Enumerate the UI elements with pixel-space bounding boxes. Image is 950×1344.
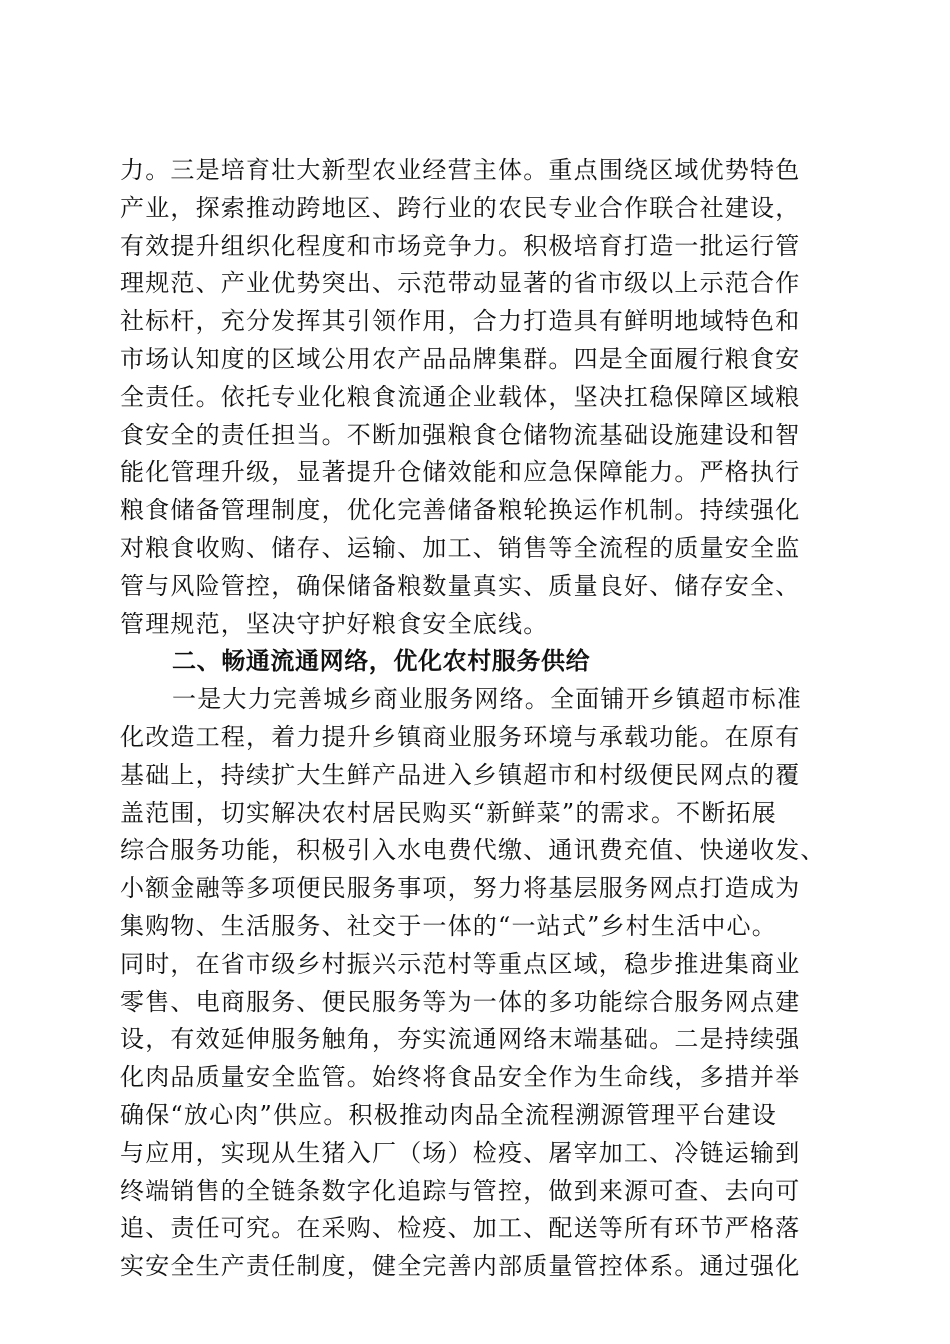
text-line: 确保“放心肉”供应。积极推动肉品全流程溯源管理平台建设 xyxy=(120,1100,777,1129)
text-line: 基础上，持续扩大生鲜产品进入乡镇超市和村级便民网点的覆 xyxy=(120,760,801,789)
text-line: 能化管理升级，显著提升仓储效能和应急保障能力。严格执行 xyxy=(120,458,801,487)
text-line: 全责任。依托专业化粮食流通企业载体，坚决扛稳保障区域粮 xyxy=(120,382,801,411)
text-line: 市场认知度的区域公用农产品品牌集群。四是全面履行粮食安 xyxy=(120,344,801,373)
text-line: 零售、电商服务、便民服务等为一体的多功能综合服务网点建 xyxy=(120,987,801,1016)
text-line: 同时，在省市级乡村振兴示范村等重点区域，稳步推进集商业 xyxy=(120,949,801,978)
text-line: 化肉品质量安全监管。始终将食品安全作为生命线，多措并举 xyxy=(120,1063,801,1092)
text-line: 综合服务功能，积极引入水电费代缴、通讯费充值、快递收发、 xyxy=(120,836,826,865)
text-line: 有效提升组织化程度和市场竞争力。积极培育打造一批运行管 xyxy=(120,231,801,260)
text-line: 小额金融等多项便民服务事项，努力将基层服务网点打造成为 xyxy=(120,874,801,903)
text-line: 理规范、产业优势突出、示范带动显著的省市级以上示范合作 xyxy=(120,269,801,298)
paragraph-first-line: 一是大力完善城乡商业服务网络。全面铺开乡镇超市标准 xyxy=(172,685,802,714)
text-line: 盖范围，切实解决农村居民购买“新鲜菜”的需求。不断拓展 xyxy=(120,798,777,827)
text-line: 社标杆，充分发挥其引领作用，合力打造具有鲜明地域特色和 xyxy=(120,307,801,336)
document-body xyxy=(120,152,830,1286)
text-line: 产业，探索推动跨地区、跨行业的农民专业合作联合社建设， xyxy=(120,193,801,222)
text-line: 力。三是培育壮大新型农业经营主体。重点围绕区域优势特色 xyxy=(120,156,801,184)
text-line: 化改造工程，着力提升乡镇商业服务环境与承载功能。在原有 xyxy=(120,722,801,751)
text-line: 设，有效延伸服务触角，夯实流通网络末端基础。二是持续强 xyxy=(120,1025,801,1054)
text-line: 集购物、生活服务、社交于一体的“一站式”乡村生活中心。 xyxy=(120,911,777,940)
section-heading: 二、畅通流通网络，优化农村服务供给 xyxy=(172,647,591,676)
text-line: 终端销售的全链条数字化追踪与管控，做到来源可查、去向可 xyxy=(120,1176,801,1205)
text-line: 粮食储备管理制度，优化完善储备粮轮换运作机制。持续强化 xyxy=(120,496,801,525)
text-line: 食安全的责任担当。不断加强粮食仓储物流基础设施建设和智 xyxy=(120,420,801,449)
text-line: 实安全生产责任制度，健全完善内部质量管控体系。通过强化 xyxy=(120,1252,801,1281)
text-line: 管与风险管控，确保储备粮数量真实、质量良好、储存安全、 xyxy=(120,571,801,600)
text-line: 对粮食收购、储存、运输、加工、销售等全流程的质量安全监 xyxy=(120,533,801,562)
text-line: 追、责任可究。在采购、检疫、加工、配送等所有环节严格落 xyxy=(120,1214,801,1243)
text-line: 与应用，实现从生猪入厂（场）检疫、屠宰加工、冷链运输到 xyxy=(120,1138,801,1167)
text-line: 管理规范，坚决守护好粮食安全底线。 xyxy=(120,609,549,638)
